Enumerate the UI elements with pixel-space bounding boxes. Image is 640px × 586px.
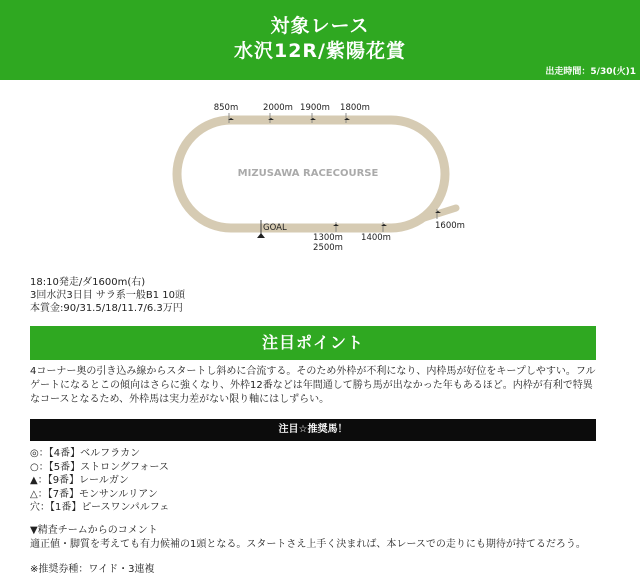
pick-ana: 穴：【1番】ピースワンパルフェ	[30, 502, 170, 513]
recommend-picks	[30, 447, 169, 515]
prize-money: 本賞金:90/31.5/18/11.7/6.3万円	[30, 303, 183, 314]
recommend-heading: 注目☆推奨馬！	[30, 419, 596, 441]
svg-text:GOAL: GOAL	[263, 223, 287, 233]
header-title: 対象レース	[270, 15, 370, 37]
svg-text:1300m: 1300m	[313, 233, 343, 243]
course-map	[160, 96, 480, 256]
svg-text:2500m: 2500m	[313, 243, 343, 253]
point-body: 4コーナー奥の引き込み線からスタートし斜めに合流する。そのため外枠が不利になり、内枠馬が好位をキープしやすい。フルゲートになるとこの傾向はさらに強くなり、外枠12番などは年間通して勝ち馬が出なかった年もあるほど。内枠が有利で特異なコースとなるため、外枠馬は実力差がない限り軸にはしずらい。	[30, 366, 596, 405]
course-name: MIZUSAWA RACECOURSE	[237, 168, 379, 179]
comment-body: 適正値・脚質を考えても有力候補の1頭となる。スタートさえ上手く決まれば、本レースでの走りにも期待が持てるだろう。	[30, 539, 586, 550]
race-header	[0, 0, 640, 80]
pick-renka: △：【7番】モンサンルリアン	[30, 488, 158, 500]
comment-heading: ▼精査チームからのコメント	[30, 525, 158, 536]
race-name: 水沢12R/紫陽花賞	[233, 40, 406, 62]
svg-text:1800m: 1800m	[340, 103, 370, 113]
race-info	[30, 276, 185, 315]
point-heading: 注目ポイント	[30, 326, 596, 360]
pick-tanana: ▲：【9番】レールガン	[30, 475, 129, 486]
course-diagram	[160, 96, 480, 256]
svg-text:850m: 850m	[213, 103, 239, 113]
svg-text:2000m: 2000m	[263, 103, 293, 113]
svg-text:1900m: 1900m	[300, 103, 330, 113]
start-time: 出走時間：5/30(火)1	[545, 67, 636, 77]
pick-taikou: ○：【5番】ストロングフォース	[30, 461, 169, 473]
race-class: 3回水沢3日目 サラ系一般B1 10頭	[30, 290, 186, 301]
svg-text:1600m: 1600m	[435, 221, 465, 231]
race-time-distance: 18:10発走/ダ1600m(右)	[30, 277, 146, 288]
pick-honmei: ◎：【4番】ベルフラカン	[30, 448, 141, 459]
team-comment	[30, 524, 586, 552]
svg-text:1400m: 1400m	[361, 233, 391, 243]
bet-types: ※推奨券種：ワイド・3連複	[30, 564, 155, 575]
